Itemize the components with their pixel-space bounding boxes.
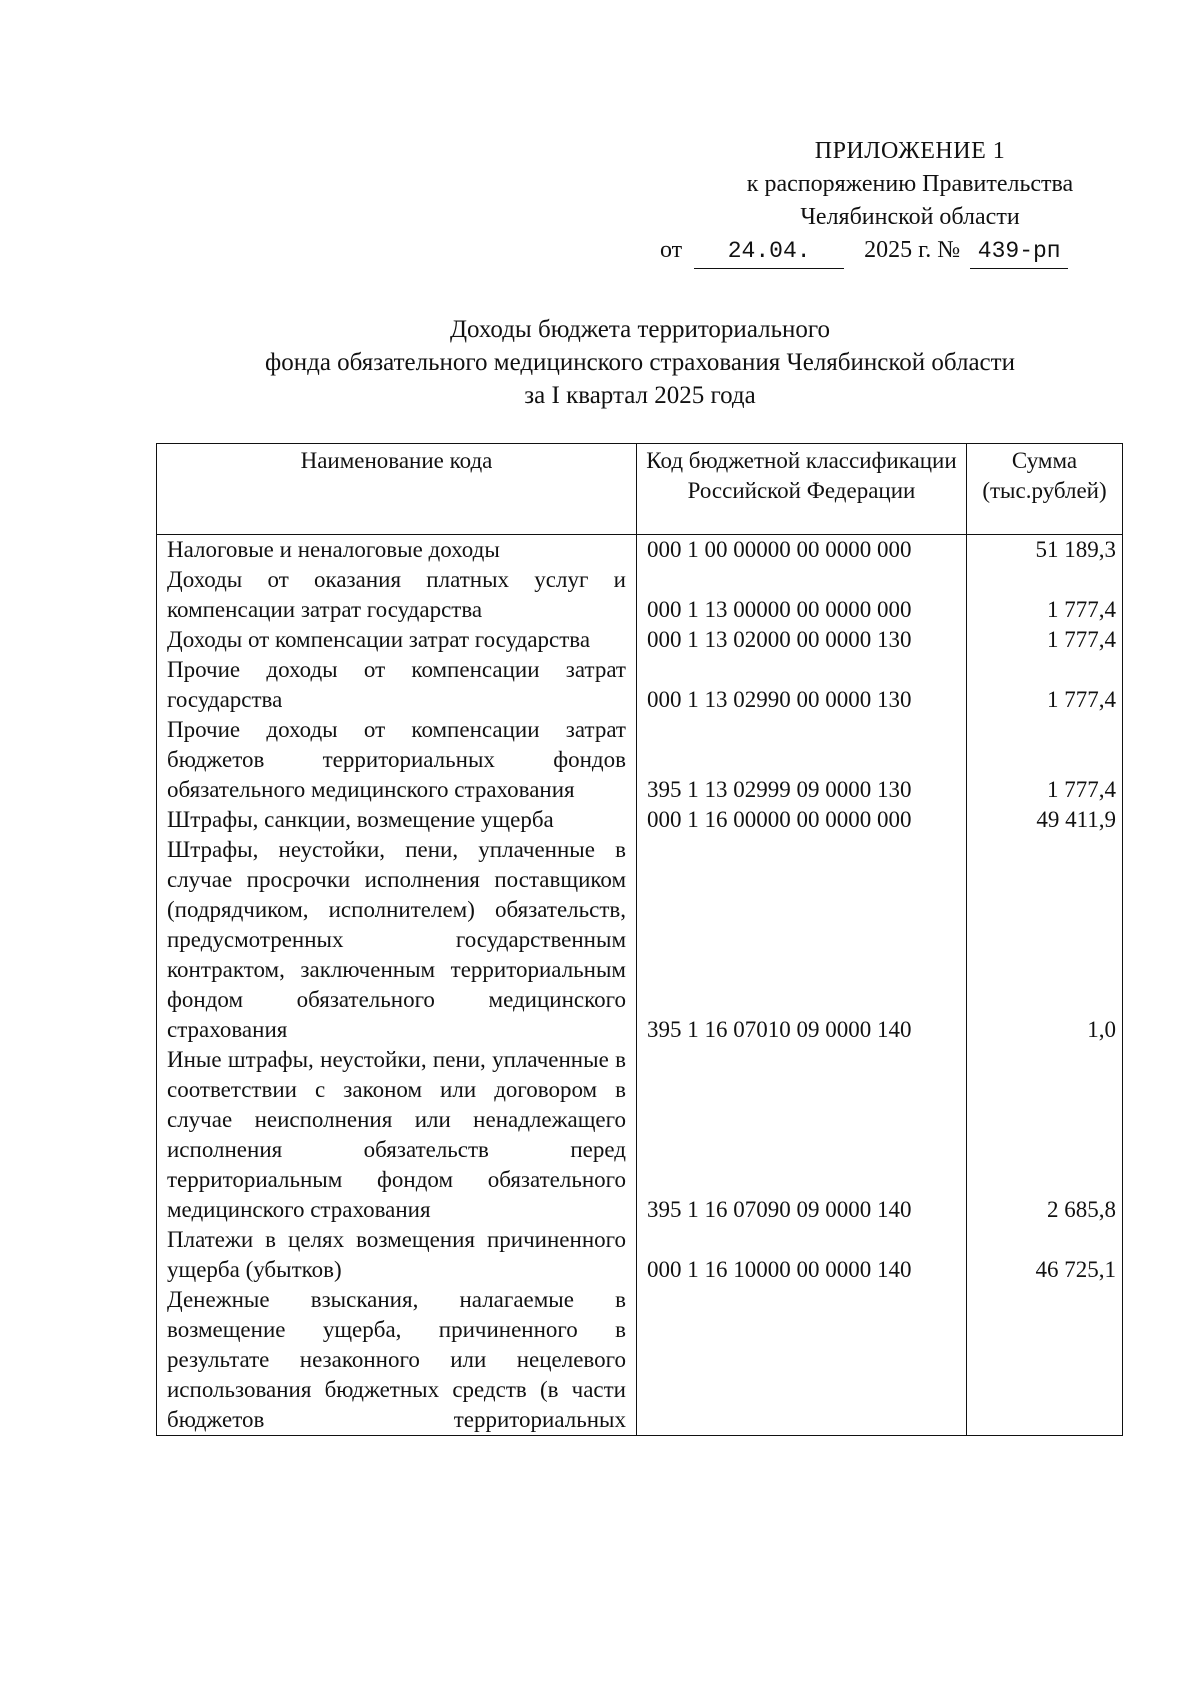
row-code: 395 1 16 07090 09 0000 140 xyxy=(637,1045,967,1225)
table-row xyxy=(157,805,1123,835)
row-code: 000 1 16 00000 00 0000 000 xyxy=(637,805,967,835)
table-row xyxy=(157,715,1123,805)
appendix-title: ПРИЛОЖЕНИЕ 1 xyxy=(814,138,1006,164)
row-code: 000 1 13 02990 00 0000 130 xyxy=(637,655,967,715)
row-sum: 46 725,1 xyxy=(967,1225,1123,1285)
row-sum xyxy=(967,1285,1123,1436)
row-sum: 1 777,4 xyxy=(967,715,1123,805)
row-code: 000 1 13 00000 00 0000 000 xyxy=(637,565,967,625)
row-name: Платежи в целях возмещения причиненного ущерба (убытков) xyxy=(157,1225,637,1285)
appendix-line-2: Челябинской области xyxy=(800,204,1020,230)
table-row xyxy=(157,835,1123,1045)
row-sum: 51 189,3 xyxy=(967,535,1123,566)
row-code: 000 1 16 10000 00 0000 140 xyxy=(637,1225,967,1285)
row-name: Налоговые и неналоговые доходы xyxy=(157,535,637,566)
row-sum: 2 685,8 xyxy=(967,1045,1123,1225)
header-sum: Сумма (тыс.рублей) xyxy=(967,444,1123,535)
row-name: Штрафы, неустойки, пени, уплаченные в случае просрочки исполнения поставщиком (подрядчиком, исполнителем) обязательств, предусмотренных государственным контрактом, заключенным территориальным фондом обязательного медицинского страхования xyxy=(157,835,637,1045)
row-name: Прочие доходы от компенсации затрат государства xyxy=(157,655,637,715)
row-sum: 1 777,4 xyxy=(967,625,1123,655)
table-row xyxy=(157,565,1123,625)
header-code: Код бюджетной классификации Российской Федерации xyxy=(637,444,967,535)
revenue-table xyxy=(156,443,1123,1436)
document-title xyxy=(150,313,1130,412)
table-row xyxy=(157,1045,1123,1225)
table-row xyxy=(157,655,1123,715)
row-name: Штрафы, санкции, возмещение ущерба xyxy=(157,805,637,835)
table-row xyxy=(157,1225,1123,1285)
title-line-3: за I квартал 2025 года xyxy=(524,382,756,409)
row-sum: 1,0 xyxy=(967,835,1123,1045)
row-name: Доходы от оказания платных услуг и компенсации затрат государства xyxy=(157,565,637,625)
title-line-1: Доходы бюджета территориального xyxy=(449,316,831,343)
table-row xyxy=(157,625,1123,655)
table-row xyxy=(157,1285,1123,1436)
table-row xyxy=(157,535,1123,566)
row-name: Иные штрафы, неустойки, пени, уплаченные в соответствии с законом или договором в случае неисполнения или ненадлежащего исполнения обязательств перед территориальным фондом обязательного медицинского страхования xyxy=(157,1045,637,1225)
from-label: от xyxy=(660,237,683,263)
row-code: 395 1 16 07010 09 0000 140 xyxy=(637,835,967,1045)
row-code: 395 1 13 02999 09 0000 130 xyxy=(637,715,967,805)
header-name: Наименование кода xyxy=(157,444,637,535)
decree-number: 439-рп xyxy=(970,235,1068,269)
row-name: Денежные взыскания, налагаемые в возмещение ущерба, причиненного в результате незаконного или нецелевого использования бюджетных средств (в части бюджетов территориальных xyxy=(157,1285,637,1436)
decree-date: 24.04. xyxy=(694,235,844,269)
title-line-2: фонда обязательного медицинского страхования Челябинской области xyxy=(265,349,1015,376)
decree-year-text: 2025 г. № xyxy=(864,237,961,263)
row-code: 000 1 13 02000 00 0000 130 xyxy=(637,625,967,655)
row-name: Доходы от компенсации затрат государства xyxy=(157,625,637,655)
table-header-row xyxy=(157,444,1123,535)
row-code xyxy=(637,1285,967,1436)
row-sum: 1 777,4 xyxy=(967,655,1123,715)
appendix-line-1: к распоряжению Правительства xyxy=(746,171,1074,197)
row-code: 000 1 00 00000 00 0000 000 xyxy=(637,535,967,566)
appendix-number-line xyxy=(660,234,1110,269)
appendix-block xyxy=(660,135,1110,269)
row-sum: 49 411,9 xyxy=(967,805,1123,835)
row-sum: 1 777,4 xyxy=(967,565,1123,625)
row-name: Прочие доходы от компенсации затрат бюджетов территориальных фондов обязательного медицинского страхования xyxy=(157,715,637,805)
